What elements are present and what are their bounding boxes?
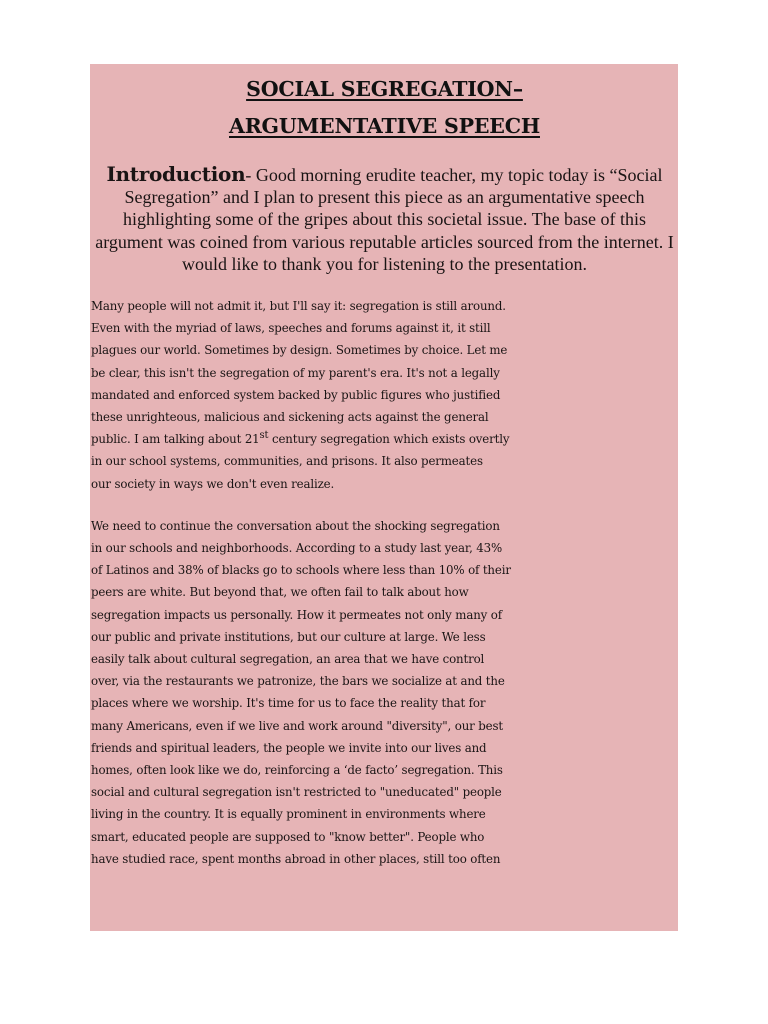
paragraph-line: social and cultural segregation isn't restricted to "uneducated" people: [91, 785, 502, 800]
paragraph-line: in our schools and neighborhoods. According to a study last year, 43%: [91, 541, 503, 556]
paragraph-line: living in the country. It is equally prominent in environments where: [91, 807, 486, 822]
paragraph-line: Even with the myriad of laws, speeches and forums against it, it still: [91, 321, 491, 336]
paragraph-line: easily talk about cultural segregation, an area that we have control: [91, 652, 485, 667]
paragraph-line: these unrighteous, malicious and sickening acts against the general: [91, 410, 489, 425]
ordinal-suffix: st: [259, 430, 269, 442]
intro-text: - Good morning erudite teacher, my topic today is “Social Segregation” and I plan to present this piece as an argumentative speech highlighting some of the gripes about this societal issue. The base of this argument was coined from various reputable articles sourced from the internet. I would like to thank you for listening to the presentation.: [95, 165, 674, 274]
paragraph-line: be clear, this isn't the segregation of my parent's era. It's not a legally: [91, 365, 500, 380]
body-paragraph-1: [91, 295, 678, 495]
paragraph-line: places where we worship. It's time for us to face the reality that for: [91, 696, 486, 711]
paragraph-line: plagues our world. Sometimes by design. Sometimes by choice. Let me: [91, 343, 508, 358]
paragraph-line: mandated and enforced system backed by public figures who justified: [91, 387, 501, 402]
line-text: century segregation which exists overtly: [268, 432, 510, 447]
paragraph-line: Many people will not admit it, but I'll say it: segregation is still around.: [91, 299, 506, 314]
line-text: public. I am talking about 21: [91, 432, 260, 447]
paragraph-line: in our school systems, communities, and prisons. It also permeates: [91, 454, 483, 469]
intro-paragraph: [91, 163, 678, 275]
document-title-line-1: SOCIAL SEGREGATION–: [246, 77, 523, 101]
paragraph-line: of Latinos and 38% of blacks go to schools where less than 10% of their: [91, 563, 511, 578]
paragraph-line: segregation impacts us personally. How it permeates not only many of: [91, 607, 502, 622]
body-paragraph-2: [91, 515, 678, 870]
paragraph-line: friends and spiritual leaders, the people we invite into our lives and: [91, 740, 487, 755]
paragraph-line: our public and private institutions, but our culture at large. We less: [91, 629, 486, 644]
paragraph-line: many Americans, even if we live and work around "diversity", our best: [91, 718, 503, 733]
intro-heading: Introduction: [106, 162, 246, 186]
paragraph-line: have studied race, spent months abroad in other places, still too often: [91, 851, 501, 866]
paragraph-line: [91, 428, 678, 450]
document-title-line-2: ARGUMENTATIVE SPEECH: [229, 114, 540, 138]
paragraph-line: We need to continue the conversation about the shocking segregation: [91, 518, 500, 533]
paragraph-line: peers are white. But beyond that, we often fail to talk about how: [91, 585, 469, 600]
paragraph-line: our society in ways we don't even realize.: [91, 476, 335, 491]
paragraph-line: over, via the restaurants we patronize, the bars we socialize at and the: [91, 674, 505, 689]
paragraph-line: smart, educated people are supposed to "know better". People who: [91, 829, 485, 844]
paragraph-line: homes, often look like we do, reinforcing a ‘de facto’ segregation. This: [91, 763, 503, 778]
document-page: [90, 64, 678, 931]
